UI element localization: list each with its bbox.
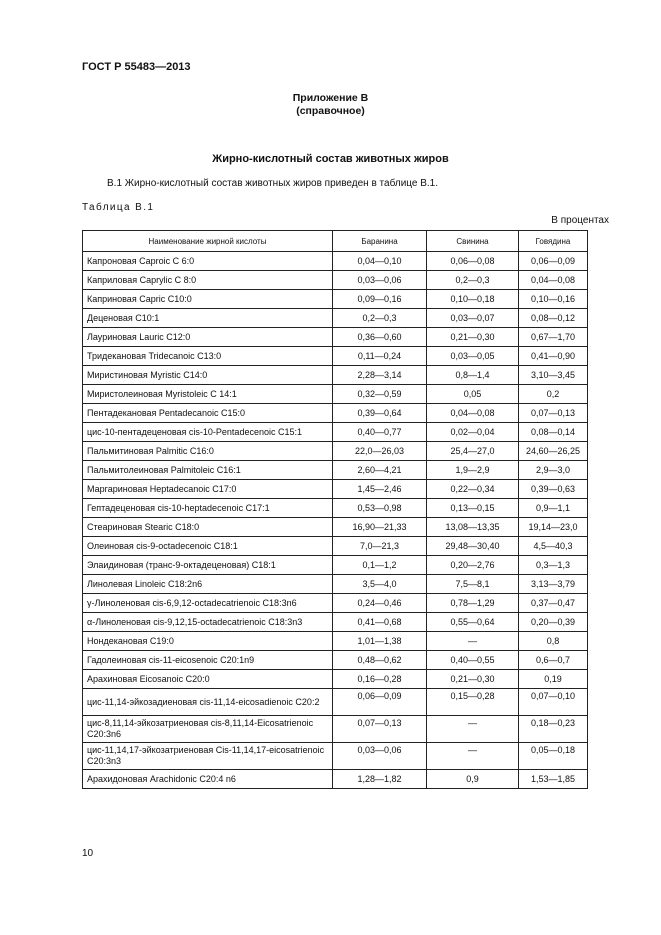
pork-value-cell: 0,22—0,34 — [427, 480, 519, 499]
pork-value-cell: 0,03—0,05 — [427, 347, 519, 366]
table-row — [83, 743, 588, 770]
mutton-value-cell: 0,06—0,09 — [333, 689, 427, 716]
table-row — [83, 366, 588, 385]
acid-name-cell: Арахиновая Eicosanoic С20:0 — [83, 670, 333, 689]
table-row — [83, 252, 588, 271]
acid-name-cell: Миристиновая Myristic С14:0 — [83, 366, 333, 385]
pork-value-cell: 0,21—0,30 — [427, 328, 519, 347]
pork-value-cell: — — [427, 632, 519, 651]
table-row — [83, 651, 588, 670]
document-code: ГОСТ Р 55483—2013 — [82, 61, 191, 73]
pork-value-cell: 0,15—0,28 — [427, 689, 519, 716]
table-row — [83, 770, 588, 789]
table-header-row — [83, 231, 588, 252]
pork-value-cell: 0,10—0,18 — [427, 290, 519, 309]
table-row — [83, 632, 588, 651]
beef-value-cell: 19,14—23,0 — [519, 518, 588, 537]
table-row — [83, 290, 588, 309]
acid-name-cell: Пальмитолеиновая Palmitoleic С16:1 — [83, 461, 333, 480]
beef-value-cell: 0,39—0,63 — [519, 480, 588, 499]
pork-value-cell: 0,13—0,15 — [427, 499, 519, 518]
beef-value-cell: 0,20—0,39 — [519, 613, 588, 632]
acid-name-cell: Капроновая Caproic С 6:0 — [83, 252, 333, 271]
mutton-value-cell: 0,40—0,77 — [333, 423, 427, 442]
acid-name-cell: Тридекановая Tridecanoic С13:0 — [83, 347, 333, 366]
acid-name-cell: Стеариновая Stearic С18:0 — [83, 518, 333, 537]
acid-name-cell: Элаидиновая (транс-9-октадеценовая) С18:1 — [83, 556, 333, 575]
mutton-value-cell: 0,2—0,3 — [333, 309, 427, 328]
table-row — [83, 594, 588, 613]
mutton-value-cell: 1,28—1,82 — [333, 770, 427, 789]
beef-value-cell: 0,37—0,47 — [519, 594, 588, 613]
appendix-heading — [0, 92, 661, 118]
table-row — [83, 461, 588, 480]
mutton-value-cell: 0,11—0,24 — [333, 347, 427, 366]
mutton-value-cell: 0,53—0,98 — [333, 499, 427, 518]
mutton-value-cell: 0,24—0,46 — [333, 594, 427, 613]
mutton-value-cell: 0,03—0,06 — [333, 743, 427, 770]
column-header-pork: Свинина — [427, 231, 519, 252]
acid-name-cell: Олеиновая cis-9-octadecenoic С18:1 — [83, 537, 333, 556]
beef-value-cell: 3,10—3,45 — [519, 366, 588, 385]
acid-name-cell: Арахидоновая Arachidonic С20:4 n6 — [83, 770, 333, 789]
pork-value-cell: 7,5—8,1 — [427, 575, 519, 594]
pork-value-cell: 0,03—0,07 — [427, 309, 519, 328]
table-row — [83, 716, 588, 743]
pork-value-cell: 0,21—0,30 — [427, 670, 519, 689]
mutton-value-cell: 0,03—0,06 — [333, 271, 427, 290]
acid-name-cell: цис-8,11,14-эйкозатриеновая cis-8,11,14-Eicosatrienoic С20:3n6 — [83, 716, 333, 743]
mutton-value-cell: 7,0—21,3 — [333, 537, 427, 556]
pork-value-cell: 0,06—0,08 — [427, 252, 519, 271]
mutton-value-cell: 0,09—0,16 — [333, 290, 427, 309]
pork-value-cell: 0,9 — [427, 770, 519, 789]
pork-value-cell: 25,4—27,0 — [427, 442, 519, 461]
pork-value-cell: 13,08—13,35 — [427, 518, 519, 537]
acid-name-cell: Линолевая Linoleic С18:2n6 — [83, 575, 333, 594]
beef-value-cell: 0,18—0,23 — [519, 716, 588, 743]
acid-name-cell: цис-11,14,17-эйкозатриеновая Cis-11,14,17-eicosatrienoic С20:3n3 — [83, 743, 333, 770]
fatty-acid-table — [82, 230, 588, 789]
acid-name-cell: Каприловая Caprylic С 8:0 — [83, 271, 333, 290]
table-row — [83, 670, 588, 689]
mutton-value-cell: 1,45—2,46 — [333, 480, 427, 499]
beef-value-cell: 3,13—3,79 — [519, 575, 588, 594]
beef-value-cell: 0,06—0,09 — [519, 252, 588, 271]
acid-name-cell: цис-11,14-эйкозадиеновая cis-11,14-eicosadienoic С20:2 — [83, 689, 333, 716]
acid-name-cell: Лауриновая Lauric С12:0 — [83, 328, 333, 347]
acid-name-cell: Каприновая Capric С10:0 — [83, 290, 333, 309]
beef-value-cell: 0,04—0,08 — [519, 271, 588, 290]
pork-value-cell: 29,48—30,40 — [427, 537, 519, 556]
beef-value-cell: 4,5—40,3 — [519, 537, 588, 556]
acid-name-cell: цис-10-пентадеценовая cis-10-Pentadecenoic С15:1 — [83, 423, 333, 442]
beef-value-cell: 0,2 — [519, 385, 588, 404]
pork-value-cell: 0,05 — [427, 385, 519, 404]
page-number: 10 — [82, 848, 94, 859]
beef-value-cell: 0,05—0,18 — [519, 743, 588, 770]
column-header-acid-name: Наименование жирной кислоты — [83, 231, 333, 252]
beef-value-cell: 0,08—0,14 — [519, 423, 588, 442]
pork-value-cell: 0,8—1,4 — [427, 366, 519, 385]
mutton-value-cell: 3,5—4,0 — [333, 575, 427, 594]
mutton-value-cell: 2,60—4,21 — [333, 461, 427, 480]
table-row — [83, 689, 588, 716]
table-row — [83, 423, 588, 442]
pork-value-cell: 0,78—1,29 — [427, 594, 519, 613]
acid-name-cell: γ-Линоленовая cis-6,9,12-octadecatrienoic С18:3n6 — [83, 594, 333, 613]
column-header-beef: Говядина — [519, 231, 588, 252]
units-note: В процентах — [551, 215, 609, 226]
acid-name-cell: Нондекановая С19:0 — [83, 632, 333, 651]
beef-value-cell: 0,08—0,12 — [519, 309, 588, 328]
mutton-value-cell: 0,07—0,13 — [333, 716, 427, 743]
beef-value-cell: 0,19 — [519, 670, 588, 689]
column-header-mutton: Баранина — [333, 231, 427, 252]
pork-value-cell: 0,04—0,08 — [427, 404, 519, 423]
mutton-value-cell: 0,41—0,68 — [333, 613, 427, 632]
mutton-value-cell: 16,90—21,33 — [333, 518, 427, 537]
mutton-value-cell: 0,36—0,60 — [333, 328, 427, 347]
beef-value-cell: 0,41—0,90 — [519, 347, 588, 366]
table-row — [83, 575, 588, 594]
table-row — [83, 385, 588, 404]
table-row — [83, 347, 588, 366]
table-row — [83, 271, 588, 290]
beef-value-cell: 0,67—1,70 — [519, 328, 588, 347]
table-row — [83, 480, 588, 499]
mutton-value-cell: 0,39—0,64 — [333, 404, 427, 423]
mutton-value-cell: 2,28—3,14 — [333, 366, 427, 385]
table-row — [83, 556, 588, 575]
table-row — [83, 404, 588, 423]
table-row — [83, 499, 588, 518]
beef-value-cell: 0,10—0,16 — [519, 290, 588, 309]
acid-name-cell: Миристолеиновая Myristoleic С 14:1 — [83, 385, 333, 404]
section-title: Жирно-кислотный состав животных жиров — [212, 153, 449, 165]
acid-name-cell: Пальмитиновая Palmitic С16:0 — [83, 442, 333, 461]
intro-paragraph: В.1 Жирно-кислотный состав животных жиров приведен в таблице В.1. — [107, 178, 439, 189]
beef-value-cell: 24,60—26,25 — [519, 442, 588, 461]
mutton-value-cell: 0,48—0,62 — [333, 651, 427, 670]
pork-value-cell: 1,9—2,9 — [427, 461, 519, 480]
acid-name-cell: Деценовая С10:1 — [83, 309, 333, 328]
acid-name-cell: Маргариновая Heptadecanoic С17:0 — [83, 480, 333, 499]
mutton-value-cell: 0,1—1,2 — [333, 556, 427, 575]
appendix-subtitle: (справочное) — [296, 105, 365, 117]
beef-value-cell: 2,9—3,0 — [519, 461, 588, 480]
acid-name-cell: Пентадекановая Pentadecanoic С15:0 — [83, 404, 333, 423]
beef-value-cell: 0,9—1,1 — [519, 499, 588, 518]
beef-value-cell: 0,07—0,13 — [519, 404, 588, 423]
pork-value-cell: — — [427, 716, 519, 743]
acid-name-cell: α-Линоленовая cis-9,12,15-octadecatrienoic С18:3n3 — [83, 613, 333, 632]
acid-name-cell: Гадолеиновая cis-11-eicosenoic С20:1n9 — [83, 651, 333, 670]
mutton-value-cell: 22,0—26,03 — [333, 442, 427, 461]
table-row — [83, 328, 588, 347]
table-row — [83, 309, 588, 328]
beef-value-cell: 1,53—1,85 — [519, 770, 588, 789]
appendix-title: Приложение В — [292, 92, 369, 104]
beef-value-cell: 0,3—1,3 — [519, 556, 588, 575]
table-row — [83, 442, 588, 461]
beef-value-cell: 0,8 — [519, 632, 588, 651]
acid-name-cell: Гептадеценовая cis-10-heptadecenoic С17:1 — [83, 499, 333, 518]
beef-value-cell: 0,07—0,10 — [519, 689, 588, 716]
mutton-value-cell: 1,01—1,38 — [333, 632, 427, 651]
pork-value-cell: 0,55—0,64 — [427, 613, 519, 632]
pork-value-cell: — — [427, 743, 519, 770]
pork-value-cell: 0,40—0,55 — [427, 651, 519, 670]
mutton-value-cell: 0,16—0,28 — [333, 670, 427, 689]
mutton-value-cell: 0,04—0,10 — [333, 252, 427, 271]
beef-value-cell: 0,6—0,7 — [519, 651, 588, 670]
table-row — [83, 518, 588, 537]
mutton-value-cell: 0,32—0,59 — [333, 385, 427, 404]
table-row — [83, 613, 588, 632]
pork-value-cell: 0,20—2,76 — [427, 556, 519, 575]
pork-value-cell: 0,02—0,04 — [427, 423, 519, 442]
table-row — [83, 537, 588, 556]
table-caption: Таблица В.1 — [82, 202, 155, 213]
pork-value-cell: 0,2—0,3 — [427, 271, 519, 290]
